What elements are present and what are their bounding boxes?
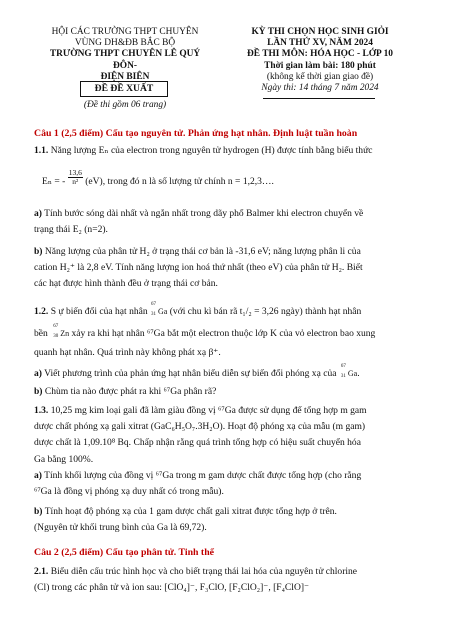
- q1-2-pre: S ự biến đổi của hạt nhân: [50, 306, 148, 317]
- school-location: ĐIỆN BIÊN: [100, 71, 150, 82]
- question-1-title: Câu 1 (2,5 điểm) Cấu tạo nguyên tử. Phản ứng hạt nhân. Định luật tuần hoàn: [34, 128, 358, 139]
- q1-2-line2: [34, 324, 420, 340]
- header-right: [235, 27, 405, 94]
- energy-formula: [42, 168, 428, 188]
- page-count-note: (Đề thi gồm 06 trang): [83, 100, 167, 110]
- q1-1-a-line1: Tính bước sóng dài nhất và ngắn nhất trong dãy phổ Balmer khi electron chuyển về: [44, 208, 364, 219]
- q1-1-label: 1.1.: [34, 145, 49, 156]
- exam-name: KỲ THI CHỌN HỌC SINH GIỎI: [251, 27, 389, 37]
- ga-nuclide-2: [340, 364, 358, 380]
- ga-mass: 67: [151, 302, 157, 307]
- q1-3-line1: 10,25 mg kim loại gali đã làm giàu đồng vị ⁶⁷Ga được sử dụng để tổng hợp m gam: [50, 405, 367, 416]
- q1-1-b-line2: cation H₂⁺ là 2,8 eV. Tính năng lượng ion hoá thứ nhất (theo eV) của phân tử H₂. Biết: [34, 262, 363, 274]
- exam-date: Ngày thi: 14 tháng 7 năm 2024: [261, 83, 379, 94]
- ga-symbol: Ga: [158, 307, 168, 316]
- zn-nuclide: [53, 324, 70, 340]
- q1-3-a-line1: Tính khối lượng của đồng vị ⁶⁷Ga trong m gam dược chất được tổng hợp (cho rằng: [44, 470, 362, 481]
- q2-1-line1: Biểu diễn cấu trúc hình học và cho biết trạng thái lai hóa của nguyên tử chlorine: [50, 566, 358, 577]
- q1-2-b-text: Chùm tia nào được phát ra khi ⁶⁷Ga phân rã?: [44, 386, 217, 397]
- q1-1-b: [34, 246, 420, 291]
- ga-atomic-number: 31: [151, 312, 157, 317]
- q1-1-intro: [34, 145, 420, 157]
- date-underline: [263, 98, 375, 99]
- proposed-exam-box: ĐỀ ĐỀ XUẤT: [80, 81, 168, 97]
- q1-1-a: [34, 208, 420, 236]
- q1-3-a: [34, 470, 420, 498]
- q1-1-b-label: b): [34, 246, 43, 257]
- q1-2-b: [34, 386, 420, 398]
- zn-atomic-number: 30: [53, 334, 59, 339]
- ga-mass-2: 67: [340, 364, 346, 369]
- exam-duration: Thời gian làm bài: 180 phút: [264, 60, 376, 71]
- region-name: VÙNG DH&ĐB BẮC BỘ: [74, 38, 176, 49]
- q1-3-b: [34, 506, 420, 534]
- ga-nuclide: [151, 302, 168, 318]
- q1-3-line2: dược chất phóng xạ gali xitrat (GaC₆H₅O₇.3H₂O). Hoạt độ phóng xạ của mẫu (m gam): [34, 421, 366, 433]
- q1-2-line2-post: xảy ra khi hạt nhân ⁶⁷Ga bắt một electron thuộc lớp K của vỏ electron bao xung: [71, 328, 376, 339]
- q1-3-b-line1: Tính hoạt độ phóng xạ của 1 gam dược chất gali xitrat được tổng hợp ở trên.: [44, 506, 337, 517]
- q1-3-line4: Ga bằng 100%.: [34, 453, 94, 465]
- q1-3-a-label: a): [34, 470, 42, 481]
- q1-1-b-line3: các hạt được hình thành đều ở trạng thái cơ bản.: [34, 278, 218, 290]
- q1-3: [34, 405, 420, 466]
- q1-3-label: 1.3.: [34, 405, 49, 416]
- q1-3-b-line2: (Nguyên tử khối trung bình của Ga là 69,72).: [34, 522, 207, 534]
- exam-subject: ĐỀ THI MÔN: HÓA HỌC - LỚP 10: [247, 49, 393, 60]
- q1-2-post: (với chu kì bán rã t₁/₂ = 3,26 ngày) thành hạt nhân: [169, 306, 362, 317]
- ga-atomic-number-2: 31: [340, 374, 346, 379]
- formula-rhs: (eV), trong đó n là số lượng tử chính n = 1,2,3….: [85, 176, 274, 187]
- formula-fraction: [68, 169, 83, 186]
- q1-3-b-label: b): [34, 506, 43, 517]
- q1-2-line3: quanh hạt nhân. Quá trình này không phát xạ β⁺.: [34, 347, 221, 358]
- zn-mass: 67: [53, 324, 59, 329]
- q1-1-a-line2: trạng thái E₂ (n=2).: [34, 224, 108, 236]
- q1-2-label: 1.2.: [34, 306, 49, 317]
- q1-2-a: a) Viết phương trình của phản ứng hạt nhân biểu diễn sự biến đổi phóng xạ của 67 31 Ga.: [34, 368, 420, 380]
- q1-2-line2-pre: bền: [34, 328, 48, 339]
- q2-1-line2: (Cl) trong các phân tử và ion sau: [ClO₄]⁻, F₃ClO, [F₂ClO₂]⁻, [F₄ClO]⁻: [34, 582, 310, 594]
- formula-denominator: n²: [72, 177, 79, 187]
- q1-2-intro: [34, 302, 420, 318]
- formula-numerator: 13,6: [68, 168, 82, 178]
- duration-note: (không kể thời gian giao đề): [266, 71, 374, 82]
- exam-edition: LẦN THỨ XV, NĂM 2024: [267, 38, 373, 49]
- ga-symbol-2: Ga: [347, 369, 358, 378]
- school-name: TRƯỜNG THPT CHUYÊN LÊ QUÝ ĐÔN-: [49, 49, 201, 71]
- q2-1: [34, 566, 420, 594]
- formula-lhs: Eₙ = -: [42, 176, 66, 187]
- header-left: [40, 27, 210, 83]
- q1-1-b-line1: Năng lượng của phân tử H₂ ở trạng thái cơ bản là -31,6 eV; năng lượng phân li của: [44, 246, 361, 257]
- association-name: HỘI CÁC TRƯỜNG THPT CHUYÊN: [51, 27, 199, 37]
- q1-3-a-line2: ⁶⁷Ga là đồng vị phóng xạ duy nhất có trong mẫu).: [34, 486, 224, 498]
- q1-2-a-label: a): [34, 368, 42, 379]
- q1-2-a-text: Viết phương trình của phản ứng hạt nhân biểu diễn sự biến đổi phóng xạ của: [44, 368, 337, 379]
- q2-1-label: 2.1.: [34, 566, 49, 577]
- q1-1-text: Năng lượng Eₙ của electron trong nguyên tử hydrogen (H) được tính bằng biểu thức: [50, 145, 373, 156]
- zn-symbol: Zn: [60, 329, 70, 338]
- q1-2-b-label: b): [34, 386, 43, 397]
- q1-3-line3: dược chất là 1,09.10⁸ Bq. Chấp nhận rằng quá trình tổng hợp có hiệu suất chuyển hóa: [34, 437, 361, 449]
- q1-1-a-label: a): [34, 208, 42, 219]
- question-2-title: Câu 2 (2,5 điểm) Cấu tạo phân tử. Tinh thể: [34, 547, 214, 558]
